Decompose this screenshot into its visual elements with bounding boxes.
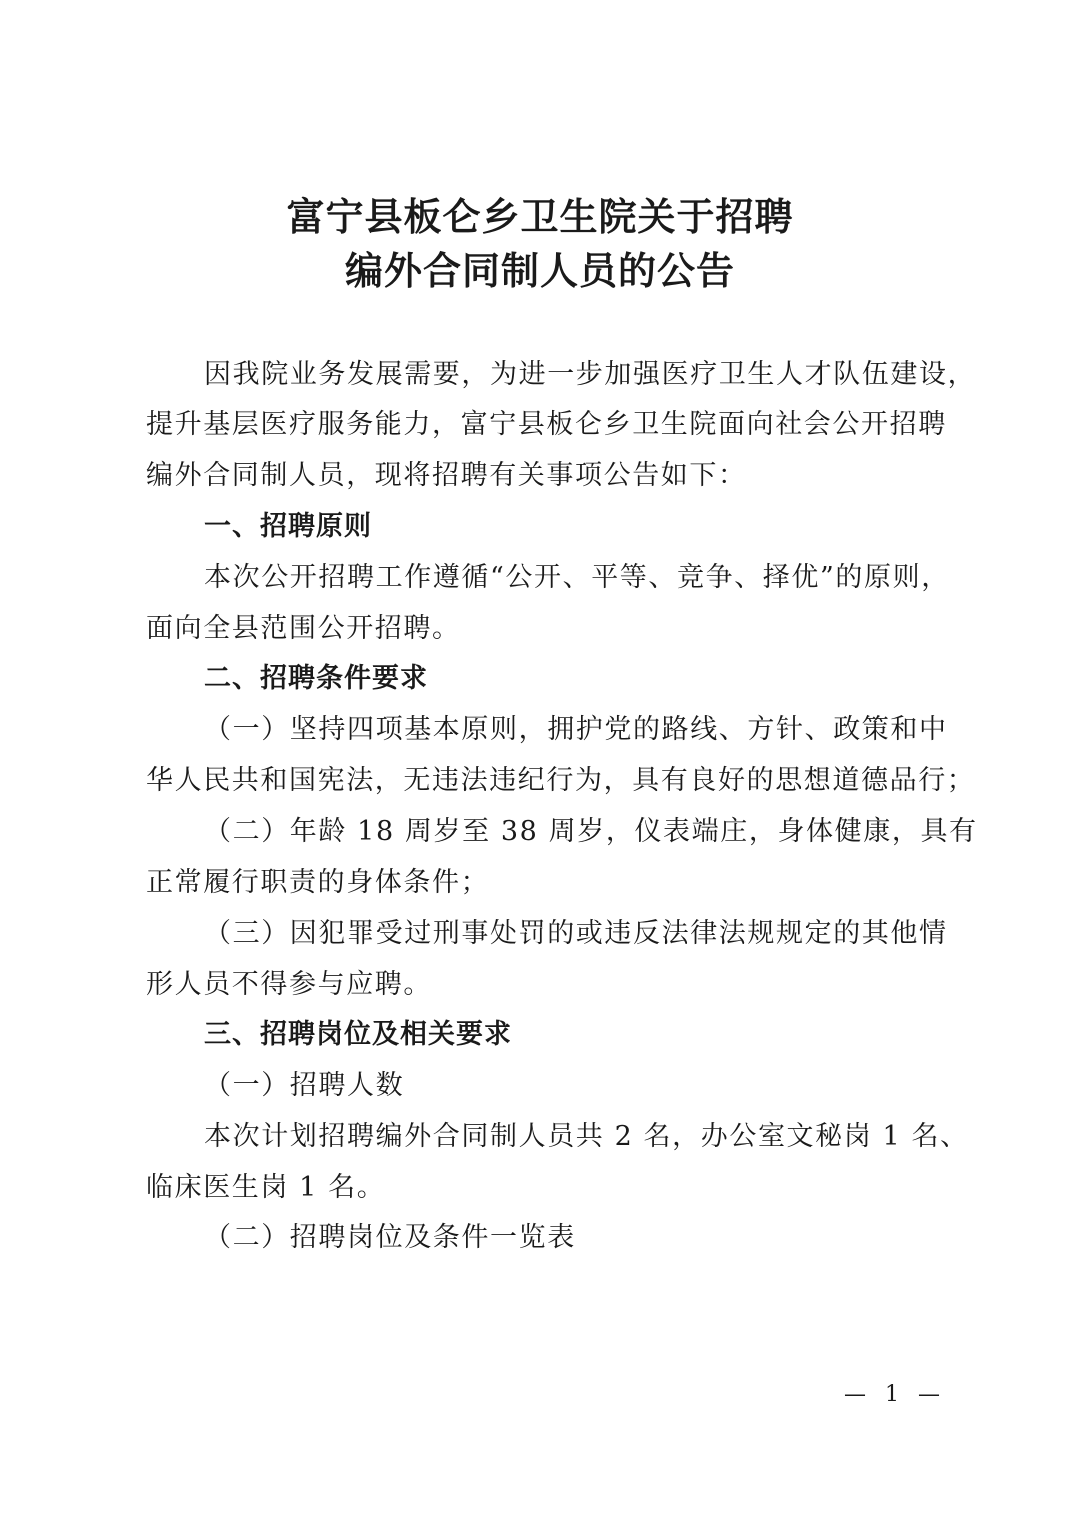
- section-1-line-2: 面向全县范围公开招聘。: [146, 613, 461, 644]
- intro-line-2: 提升基层医疗服务能力，富宁县板仑乡卫生院面向社会公开招聘: [146, 409, 947, 440]
- section-3-sub-2-heading: （二）招聘岗位及条件一览表: [204, 1222, 576, 1253]
- section-1-line-1: 本次公开招聘工作遵循“公开、平等、竞争、择优”的原则，: [204, 562, 950, 593]
- section-2-item-1-line-1: （一）坚持四项基本原则，拥护党的路线、方针、政策和中: [204, 714, 948, 745]
- section-1-heading: 一、招聘原则: [204, 511, 372, 542]
- section-2-item-1-line-2: 华人民共和国宪法，无违法违纪行为，具有良好的思想道德品行；: [146, 765, 976, 796]
- section-2-item-2-line-2: 正常履行职责的身体条件；: [146, 867, 490, 898]
- section-3-sub-1-line-2: 临床医生岗 1 名。: [146, 1172, 386, 1203]
- document-title-line-1: 富宁县板仑乡卫生院关于招聘: [286, 194, 794, 239]
- intro-line-3: 编外合同制人员，现将招聘有关事项公告如下：: [146, 460, 747, 491]
- section-2-item-2-line-1: （二）年龄 18 周岁至 38 周岁，仪表端庄，身体健康，具有: [204, 816, 978, 847]
- section-2-item-3-line-2: 形人员不得参与应聘。: [146, 969, 432, 1000]
- section-3-heading: 三、招聘岗位及相关要求: [204, 1019, 512, 1050]
- section-3-sub-1-line-1: 本次计划招聘编外合同制人员共 2 名，办公室文秘岗 1 名、: [204, 1121, 969, 1152]
- section-3-sub-1-heading: （一）招聘人数: [204, 1070, 405, 1101]
- section-2-heading: 二、招聘条件要求: [204, 663, 428, 694]
- section-2-item-3-line-1: （三）因犯罪受过刑事处罚的或违反法律法规规定的其他情: [204, 918, 948, 949]
- page-number: — 1 —: [844, 1382, 946, 1407]
- intro-line-1: 因我院业务发展需要，为进一步加强医疗卫生人才队伍建设，: [204, 359, 977, 390]
- document-title-line-2: 编外合同制人员的公告: [344, 248, 735, 293]
